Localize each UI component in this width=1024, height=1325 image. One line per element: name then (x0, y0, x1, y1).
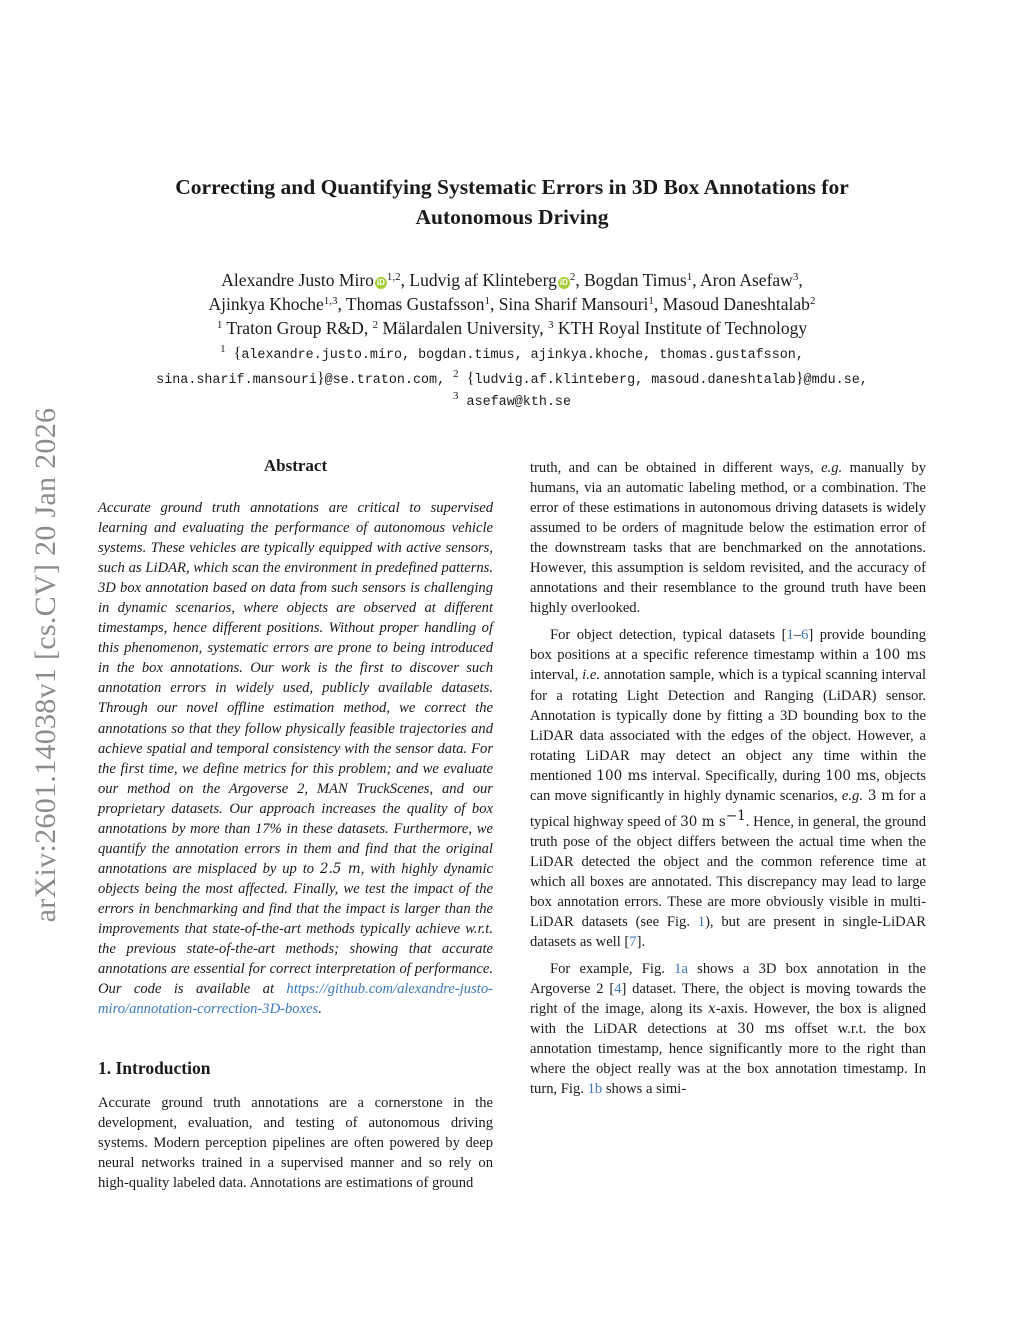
body-text: shows a 3D box annotation in the Argoverse 2 [ (530, 960, 926, 998)
body-text: for a typical highway speed of (530, 787, 926, 830)
author-name: , Aron Asefaw (692, 270, 793, 290)
affiliation-mark: 1,3 (323, 295, 338, 307)
punctuation: . (318, 1001, 322, 1018)
title-line-2: Autonomous Driving (415, 205, 609, 229)
body-text: -axis. However, the box is aligned with the LiDAR detections at (530, 1001, 926, 1038)
body-text: ] dataset. There, the object is moving towards the right of the image, along its (530, 981, 926, 1018)
body-text: . Hence, in general, the ground truth pose of the object differs between the actual time when the LiDAR detected the object and the common reference time at which all boxes are annotated. This discrepancy may lead to large box annotation errors. These are more obviously visible in multi-LiDAR datasets (see Fig. (530, 813, 926, 930)
body-text: ), but are present in single-LiDAR datasets as well [ (530, 913, 926, 950)
affiliation-mark: 3 (792, 271, 799, 283)
author-line-1 (80, 268, 944, 292)
affiliation-name: KTH Royal Institute of Technology (553, 318, 808, 338)
abbreviation: i.e. (582, 667, 600, 684)
brace: } (316, 369, 325, 387)
affiliation-mark: 2 (453, 367, 459, 380)
punctuation: , (798, 270, 803, 290)
email-block (80, 343, 944, 415)
title-line-1: Correcting and Quantifying Systematic Errors in 3D Box Annotations for (175, 175, 849, 199)
body-text: manually by humans, via an automatic labeling method, or a combination. The error of these estimations in autonomous driving datasets is widely assumed to be orders of magnitude below the estimation error of the downstream tasks that are benchmarked on the annotations. However, this assumption is seldom revisited, and the accuracy of annotations and their resemblance to the ground truth have been highly overlooked. (530, 460, 926, 617)
affiliation-mark: 3 (548, 319, 554, 331)
body-text: truth, and can be obtained in different ways, (530, 460, 822, 476)
email-addresses: alexandre.justo.miro, bogdan.timus, ajinkya.khoche, thomas.gustafsson, (241, 348, 804, 363)
body-text: For example, Fig. (550, 960, 675, 977)
body-text: ]. (636, 933, 646, 950)
intro-paragraph-1-start (98, 1093, 493, 1193)
email-line-2 (80, 368, 944, 393)
author-name: , Sina Sharif Mansouri (489, 294, 649, 314)
figure-link[interactable]: 1a (674, 960, 688, 977)
affiliation-mark: 1 (484, 295, 490, 307)
math-value: 2.5 m (319, 860, 361, 877)
abstract-body (98, 498, 493, 1019)
author-name: Ajinkya Khoche (208, 294, 324, 314)
code-link[interactable]: https://github.com/alexandre-justo-miro/annotation-correction-3D-boxes (98, 981, 493, 1018)
math-value: 100 ms (825, 767, 877, 784)
author-name: , Thomas Gustafsson (337, 294, 485, 314)
body-text: ] provide bounding box positions at a specific reference timestamp within a (530, 627, 927, 664)
affiliation-mark: 1 (648, 295, 654, 307)
citation-link[interactable]: 1 (786, 627, 794, 644)
figure-link[interactable]: 1b (587, 1081, 603, 1098)
email-address: asefaw@kth.se (466, 395, 571, 410)
email-addresses: ludvig.af.klinteberg, masoud.daneshtalab (474, 372, 796, 388)
body-text: For object detection, typical datasets [ (550, 627, 787, 644)
affiliation-name: Mälardalen University, (378, 318, 549, 338)
citation-link[interactable]: 6 (801, 627, 809, 644)
arxiv-identifier-stamp: arXiv:2601.14038v1 [cs.CV] 20 Jan 2026 (29, 407, 62, 923)
body-text: offset w.r.t. the box annotation timestamp, hence significantly more to the right than where the object really was at the box annotation timestamp. In turn, Fig. (530, 1021, 927, 1098)
affiliation-mark: 2 (372, 319, 379, 331)
orcid-icon[interactable]: iD (559, 278, 568, 287)
email-domain: @mdu.se, (803, 372, 868, 388)
affiliation-mark: 1,2 (386, 271, 401, 283)
email-addresses: sina.sharif.mansouri (156, 372, 317, 388)
math-exponent: −1 (725, 807, 746, 824)
abstract-text: Accurate ground truth annotations are critical to supervised learning and evaluating the performance of autonomous vehicle systems. These vehicles are typically equipped with active sensors, such as LiDAR, which scan the environment in predefined patterns. 3D box annotation based on data from such sensors is challenging in dynamic scenarios, where objects are observed at different timestamps, hence different positions. Without proper handling of this phenomenon, systematic errors are prone to being introduced in the box annotations. Our work is the first to discover such annotation errors in widely used, publicly available datasets. Through our novel offline estimation method, we correct the annotations so that they follow physically feasible trajectories and achieve spatial and temporal consistency with the sensor data. For the first time, we define metrics for this problem; and we evaluate our method on the Argoverse 2, MAN TruckScenes, and our proprietary datasets. Our approach increases the quality of box annotations by more than 17% in these datasets. Furthermore, we quantify the annotation errors in them and find that the original annotations are misplaced by up to (98, 500, 493, 877)
affiliation-mark: 1 (220, 343, 226, 355)
email-domain: @se.traton.com, (324, 372, 446, 388)
body-text: , objects can move significantly in highly dynamic scenarios, (530, 767, 926, 804)
author-name: Alexandre Justo Miro (221, 270, 374, 290)
author-name: , Bogdan Timus (575, 270, 687, 290)
paper-title (100, 172, 924, 232)
intro-paragraph-1-continued (530, 458, 926, 618)
math-value: 30 m s (680, 813, 726, 830)
affiliation-mark: 3 (452, 390, 459, 402)
body-text: interval, (530, 667, 583, 684)
citation-link[interactable]: 7 (629, 933, 637, 950)
math-value: 100 ms (874, 647, 926, 664)
affiliation-mark: 1 (216, 319, 223, 331)
math-variable: x (708, 1001, 716, 1018)
brace: { (233, 345, 242, 362)
brace: { (466, 369, 475, 387)
abstract-text: , with highly dynamic objects being the most affected. Finally, we test the impact of the errors in benchmarking and find that the impact is larger than the improvements that state-of-the-art methods typically achieve w.r.t. the previous state-of-the-art methods; showing that accurate annotations are essential for correct interpretation of performance. Our code is available at (98, 860, 494, 998)
affiliation-mark: 2 (809, 295, 816, 307)
affiliation-mark: 1 (686, 271, 693, 283)
affiliation-name: Traton Group R&D, (222, 318, 373, 338)
figure-link[interactable]: 1 (697, 913, 706, 930)
body-text: interval. Specifically, during (647, 767, 826, 784)
math-value: 3 m (863, 787, 895, 804)
author-block (80, 268, 944, 340)
email-line-1 (80, 343, 944, 368)
author-name: , Masoud Daneshtalab (653, 294, 810, 314)
brace: } (795, 369, 804, 387)
orcid-icon[interactable]: iD (376, 278, 385, 287)
math-value: 30 ms (737, 1021, 785, 1038)
left-column (98, 455, 493, 1193)
body-text: Accurate ground truth annotations are a cornerstone in the development, evaluation, and testing of autonomous driving systems. Modern perception pipelines are often powered by deep neural networks trained in a supervised manner and so rely on high-quality labeled data. Annotations are estimations of ground (98, 1095, 493, 1192)
citation-link[interactable]: 4 (614, 981, 622, 998)
author-line-2 (80, 292, 944, 316)
abbreviation: e.g. (821, 460, 843, 476)
intro-paragraph-2 (530, 625, 926, 952)
punctuation: – (793, 627, 802, 644)
body-text: shows a simi- (602, 1081, 687, 1098)
section-heading-introduction: 1. Introduction (98, 1058, 211, 1079)
right-column (530, 458, 926, 1099)
email-line-3 (80, 392, 944, 415)
affiliation-mark: 2 (569, 271, 576, 283)
intro-paragraph-3 (530, 959, 926, 1099)
abbreviation: e.g. (841, 787, 863, 804)
affiliation-line (80, 316, 944, 340)
body-text: annotation sample, which is a typical scanning interval for a rotating Light Detection and Ranging (LiDAR) sensor. Annotation is typically done by fitting a 3D bounding box to the LiDAR data associated with the edges of the object. However, a rotating LiDAR may detect an object any time within the mentioned (530, 667, 926, 784)
author-name: , Ludvig af Klinteberg (400, 270, 557, 290)
abstract-heading: Abstract (263, 456, 328, 475)
math-value: 100 ms (596, 767, 648, 784)
